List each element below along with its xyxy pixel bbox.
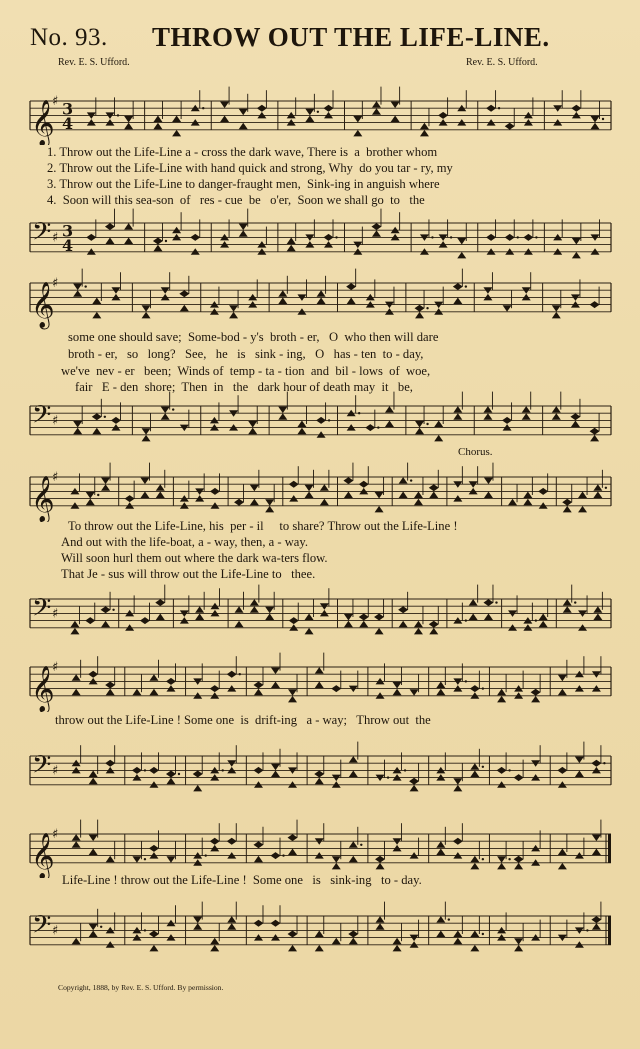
svg-text:𝄞: 𝄞	[31, 665, 55, 712]
chorus-label: Chorus.	[458, 446, 493, 458]
svg-text:𝄢: 𝄢	[32, 910, 52, 946]
svg-text:3: 3	[62, 221, 74, 241]
music-system-1	[28, 85, 613, 260]
svg-text:4: 4	[62, 235, 74, 255]
verse-4-line: That Je - sus will throw out the Life-Line to thee.	[61, 567, 316, 581]
treble-staff	[28, 460, 613, 522]
svg-text:♯: ♯	[52, 763, 59, 779]
verse-2-line: broth - er, so long? See, he is sink - ing, O has - ten to - day,	[68, 347, 424, 361]
verse-3-line: Will soon hurl them out where the dark wa-ters flow.	[61, 551, 328, 565]
composer-credit: Rev. E. S. Ufford.	[466, 57, 538, 68]
svg-text:4: 4	[62, 113, 74, 133]
bass-staff	[28, 900, 613, 960]
verse-4-line: fair E - den shore; Then in the dark hour of death may it be,	[75, 380, 413, 394]
music-system-4	[28, 650, 613, 815]
svg-text:♯: ♯	[52, 276, 59, 291]
svg-text:𝄞: 𝄞	[31, 99, 55, 145]
verse-1-line: 1. Throw out the Life-Line a - cross the dark wave, There is a brother whom	[47, 145, 438, 159]
lyricist-credit: Rev. E. S. Ufford.	[58, 57, 130, 68]
treble-staff	[28, 262, 613, 332]
music-system-2	[28, 262, 613, 447]
svg-text:♯: ♯	[52, 230, 59, 246]
svg-text:𝄢: 𝄢	[32, 593, 52, 629]
music-system-5	[28, 818, 613, 983]
treble-staff	[28, 818, 613, 878]
svg-text:𝄢: 𝄢	[32, 750, 52, 786]
bass-staff	[28, 583, 613, 643]
verse-3-line: 3. Throw out the Life-Line to danger-fraught men, Sink-ing in anguish where	[47, 177, 440, 191]
verse-2-line: And out with the life-boat, a - way, then, a - way.	[61, 535, 309, 549]
svg-text:𝄞: 𝄞	[31, 832, 55, 878]
verse-2-line: 2. Throw out the Life-Line with hand quick and strong, Why do you tar - ry, my	[47, 161, 453, 175]
chorus-line: To throw out the Life-Line, his per - il to share? Throw out the Life-Line !	[68, 519, 458, 533]
svg-text:♯: ♯	[52, 827, 59, 842]
chorus-line: throw out the Life-Line ! Some one is drift-ing a - way; Throw out the	[55, 713, 431, 727]
bass-staff	[28, 738, 613, 803]
svg-text:𝄢: 𝄢	[32, 217, 52, 253]
svg-text:♯: ♯	[52, 660, 59, 675]
svg-text:♯: ♯	[52, 923, 59, 939]
verse-3-line: we've nev - er been; Winds of temp - ta - tion and bil - lows of woe,	[61, 364, 431, 378]
svg-text:♯: ♯	[52, 413, 59, 429]
bass-staff	[28, 390, 613, 450]
svg-text:𝄞: 𝄞	[31, 475, 55, 522]
svg-text:3: 3	[62, 99, 74, 119]
verse-1-line: some one should save; Some-bod - y's broth - er, O who then will dare	[68, 330, 439, 344]
bass-staff	[28, 207, 613, 267]
svg-text:♯: ♯	[52, 606, 59, 622]
svg-text:𝄞: 𝄞	[31, 281, 55, 328]
svg-text:♯: ♯	[52, 94, 59, 109]
chorus-line: Life-Line ! throw out the Life-Line ! Some one is sink-ing to - day.	[62, 873, 422, 887]
treble-staff	[28, 650, 613, 712]
svg-text:♯: ♯	[52, 470, 59, 485]
hymn-title: THROW OUT THE LIFE-LINE.	[152, 22, 550, 52]
verse-4-line: 4. Soon will this sea-son of res - cue be o'er, Soon we shall go to the	[47, 193, 425, 207]
svg-text:𝄢: 𝄢	[32, 400, 52, 436]
music-system-3	[28, 460, 613, 645]
copyright-notice: Copyright, 1888, by Rev. E. S. Ufford. By permission.	[58, 983, 224, 992]
treble-staff	[28, 85, 613, 145]
hymn-number: No. 93.	[30, 24, 108, 51]
